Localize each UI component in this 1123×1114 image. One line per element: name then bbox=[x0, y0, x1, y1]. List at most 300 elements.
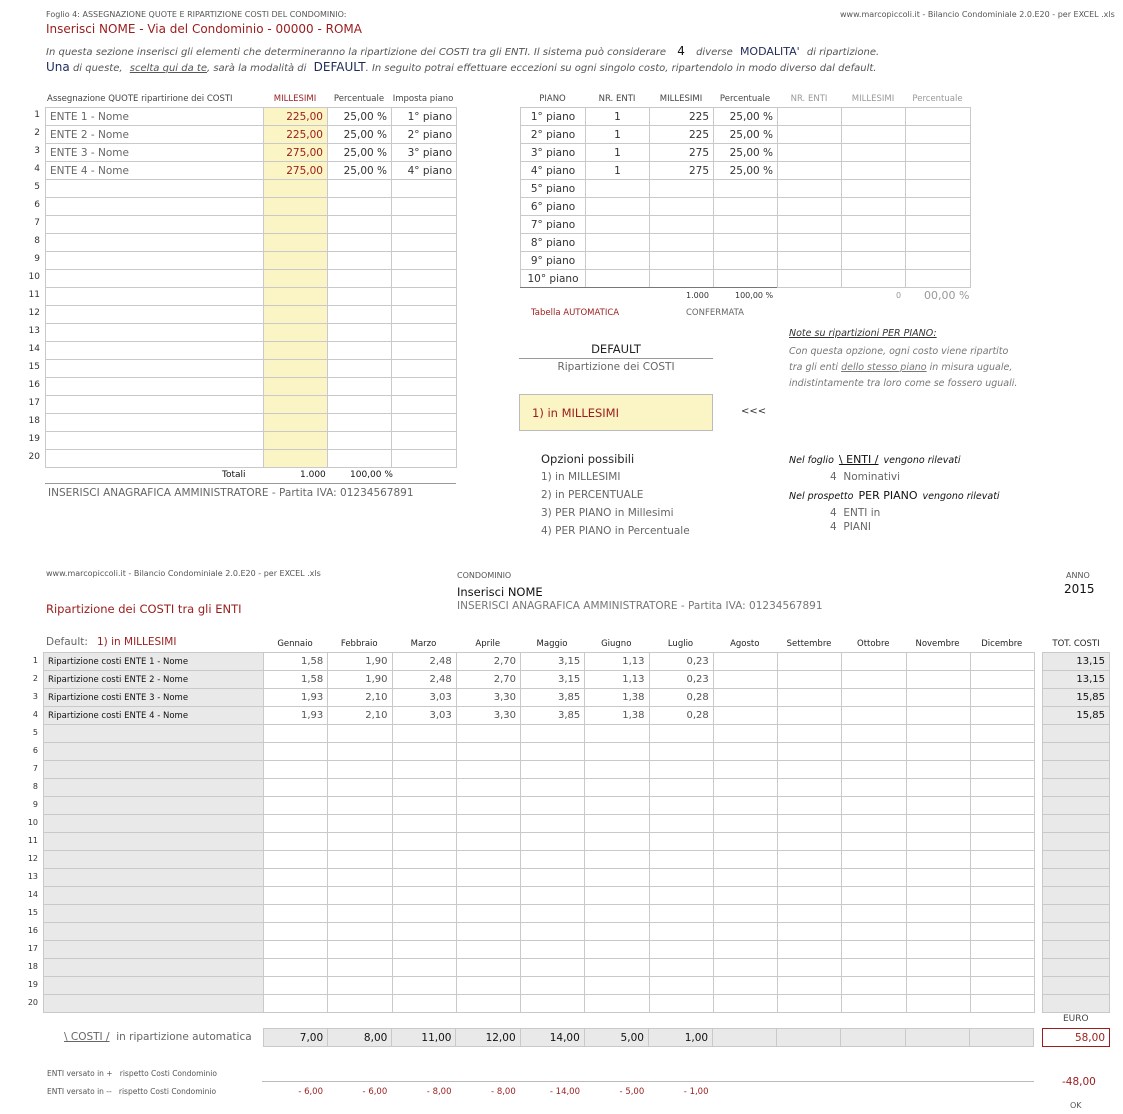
piano-cell[interactable]: 3° piano bbox=[392, 144, 457, 162]
month-value-cell bbox=[778, 761, 842, 779]
month-header: Maggio bbox=[536, 639, 568, 649]
tot-row bbox=[1043, 797, 1110, 815]
piano-extra-cell bbox=[842, 144, 906, 162]
piano-cell[interactable] bbox=[392, 216, 457, 234]
piano-percentuale bbox=[714, 198, 778, 216]
month-value-cell: 1,13 bbox=[585, 653, 649, 671]
piano-millesimi: 225 bbox=[650, 108, 714, 126]
piano-cell[interactable] bbox=[392, 324, 457, 342]
piano-row bbox=[521, 180, 971, 198]
piani-count: 4 PIANI bbox=[830, 521, 871, 533]
piano-millesimi bbox=[650, 252, 714, 270]
month-value-cell bbox=[328, 887, 392, 905]
month-value-cell bbox=[264, 743, 328, 761]
month-value-cell bbox=[585, 761, 649, 779]
ente-name-cell[interactable] bbox=[46, 396, 264, 414]
month-value-cell: 3,85 bbox=[521, 689, 585, 707]
piano-extra-cell bbox=[906, 108, 971, 126]
piano-millesimi bbox=[650, 270, 714, 288]
month-value-cell bbox=[264, 815, 328, 833]
piano-extra-cell bbox=[778, 270, 842, 288]
month-value-cell bbox=[906, 995, 970, 1013]
ente-name-cell[interactable] bbox=[46, 288, 264, 306]
ente-name-cell[interactable] bbox=[46, 252, 264, 270]
piano-label: 3° piano bbox=[521, 144, 586, 162]
piano-cell[interactable] bbox=[392, 360, 457, 378]
month-value-cell bbox=[585, 869, 649, 887]
versato-total: -48,00 bbox=[1062, 1076, 1096, 1088]
millesimi-cell[interactable]: 275,00 bbox=[264, 144, 328, 162]
month-header: Febbraio bbox=[340, 639, 378, 649]
month-value-cell bbox=[778, 995, 842, 1013]
month-value-cell bbox=[970, 941, 1034, 959]
piano-extra-cell bbox=[906, 270, 971, 288]
ente-name-cell[interactable]: ENTE 3 - Nome bbox=[46, 144, 264, 162]
month-value-cell: 2,10 bbox=[328, 707, 392, 725]
millesimi-cell[interactable] bbox=[264, 360, 328, 378]
ente-name-cell[interactable] bbox=[46, 324, 264, 342]
month-value-cell bbox=[713, 761, 777, 779]
millesimi-cell[interactable] bbox=[264, 306, 328, 324]
piano-row bbox=[521, 216, 971, 234]
millesimi-cell[interactable] bbox=[264, 198, 328, 216]
month-value-cell bbox=[328, 743, 392, 761]
versato-divider bbox=[262, 1081, 1034, 1082]
percentuale-cell[interactable] bbox=[328, 378, 392, 396]
percentuale-cell[interactable]: 25,00 % bbox=[328, 126, 392, 144]
millesimi-cell[interactable]: 225,00 bbox=[264, 108, 328, 126]
month-value-cell bbox=[456, 923, 520, 941]
piano-extra-cell bbox=[778, 108, 842, 126]
month-value-cell: 3,30 bbox=[456, 707, 520, 725]
notes-title: Note su ripartizioni PER PIANO: bbox=[789, 328, 937, 339]
piano-cell[interactable] bbox=[392, 234, 457, 252]
millesimi-cell[interactable] bbox=[264, 216, 328, 234]
month-value-cell bbox=[328, 725, 392, 743]
ente-name-cell[interactable] bbox=[46, 342, 264, 360]
row-number: 3 bbox=[32, 692, 38, 701]
piano-cell[interactable] bbox=[392, 432, 457, 450]
month-value-cell bbox=[456, 761, 520, 779]
ripartizione-label bbox=[44, 743, 264, 761]
percentuale-cell[interactable] bbox=[328, 360, 392, 378]
costi-label: \ COSTI / in ripartizione automatica bbox=[64, 1031, 252, 1043]
month-value-cell bbox=[328, 923, 392, 941]
month-value-cell bbox=[521, 851, 585, 869]
row-number: 4 bbox=[32, 710, 38, 719]
row-number: 1 bbox=[34, 110, 40, 120]
quote-row bbox=[46, 234, 457, 252]
ripartizione-row bbox=[44, 725, 1035, 743]
tot-row bbox=[1043, 671, 1110, 689]
month-value-cell bbox=[649, 797, 713, 815]
millesimi-cell[interactable] bbox=[264, 252, 328, 270]
month-value-cell bbox=[328, 851, 392, 869]
ente-name-cell[interactable] bbox=[46, 198, 264, 216]
quote-row bbox=[46, 414, 457, 432]
row-number: 2 bbox=[32, 674, 38, 683]
millesimi-cell[interactable] bbox=[264, 180, 328, 198]
piano-nr-enti bbox=[586, 180, 650, 198]
versato-minus-value: - 1,00 bbox=[683, 1087, 709, 1097]
ripartizione-row bbox=[44, 959, 1035, 977]
month-value-cell bbox=[649, 833, 713, 851]
month-value-cell: 3,30 bbox=[456, 689, 520, 707]
ripartizione-label: Ripartizione costi ENTE 4 - Nome bbox=[44, 707, 264, 725]
month-value-cell bbox=[778, 959, 842, 977]
row-number: 13 bbox=[28, 326, 40, 336]
versato-minus-value: - 5,00 bbox=[619, 1087, 645, 1097]
month-value-cell bbox=[649, 815, 713, 833]
row-number: 16 bbox=[27, 926, 38, 935]
ente-name-cell[interactable] bbox=[46, 378, 264, 396]
ripartizione-row bbox=[44, 779, 1035, 797]
month-value-cell bbox=[970, 761, 1034, 779]
quote-header-millesimi: MILLESIMI bbox=[273, 94, 317, 104]
option-item: 3) PER PIANO in Millesimi bbox=[541, 507, 674, 519]
month-value-cell bbox=[970, 689, 1034, 707]
millesimi-cell[interactable] bbox=[264, 450, 328, 468]
month-value-cell bbox=[585, 815, 649, 833]
quote-row bbox=[46, 126, 457, 144]
month-value-cell bbox=[521, 995, 585, 1013]
piano-label: 5° piano bbox=[521, 180, 586, 198]
month-value-cell bbox=[328, 779, 392, 797]
piano-cell[interactable] bbox=[392, 180, 457, 198]
piano-millesimi bbox=[650, 234, 714, 252]
percentuale-cell[interactable] bbox=[328, 396, 392, 414]
piano-total2-nr: 0 bbox=[896, 291, 902, 300]
piano-header: Percentuale bbox=[719, 94, 771, 104]
month-value-cell bbox=[585, 833, 649, 851]
quote-row bbox=[46, 270, 457, 288]
piano-total-perc: 100,00 % bbox=[735, 291, 774, 300]
percentuale-cell[interactable] bbox=[328, 324, 392, 342]
ente-name-cell[interactable] bbox=[46, 270, 264, 288]
month-value-cell bbox=[778, 707, 842, 725]
percentuale-cell[interactable] bbox=[328, 414, 392, 432]
millesimi-cell[interactable] bbox=[264, 414, 328, 432]
default-select[interactable]: 1) in MILLESIMI bbox=[519, 394, 713, 431]
month-value-cell bbox=[906, 671, 970, 689]
ripartizione-row bbox=[44, 815, 1035, 833]
percentuale-cell[interactable] bbox=[328, 270, 392, 288]
piano-cell[interactable] bbox=[392, 306, 457, 324]
month-value-cell bbox=[264, 725, 328, 743]
piano-total-mill: 1.000 bbox=[686, 291, 709, 300]
month-value-cell bbox=[264, 887, 328, 905]
percentuale-cell[interactable]: 25,00 % bbox=[328, 162, 392, 180]
quote-row bbox=[46, 108, 457, 126]
ente-name-cell[interactable]: ENTE 4 - Nome bbox=[46, 162, 264, 180]
month-value-cell bbox=[713, 725, 777, 743]
month-value-cell bbox=[778, 689, 842, 707]
month-value-cell bbox=[778, 941, 842, 959]
millesimi-cell[interactable] bbox=[264, 378, 328, 396]
month-value-cell bbox=[328, 977, 392, 995]
month-value-cell bbox=[906, 779, 970, 797]
row-number: 20 bbox=[28, 452, 40, 462]
month-value-cell bbox=[264, 941, 328, 959]
ente-name-cell[interactable] bbox=[46, 414, 264, 432]
quote-row bbox=[46, 198, 457, 216]
piano-extra-cell bbox=[906, 198, 971, 216]
piano-cell[interactable] bbox=[392, 342, 457, 360]
month-value-cell bbox=[649, 725, 713, 743]
percentuale-cell[interactable] bbox=[328, 252, 392, 270]
percentuale-cell[interactable] bbox=[328, 288, 392, 306]
percentuale-cell[interactable] bbox=[328, 450, 392, 468]
piano-cell[interactable] bbox=[392, 414, 457, 432]
month-value-cell bbox=[585, 995, 649, 1013]
piano-label: 10° piano bbox=[521, 270, 586, 288]
month-value-cell bbox=[328, 869, 392, 887]
costi-month-cell: 11,00 bbox=[392, 1029, 456, 1047]
piano-extra-cell bbox=[842, 162, 906, 180]
ripartizione-row bbox=[44, 977, 1035, 995]
month-value-cell bbox=[521, 797, 585, 815]
month-value-cell bbox=[906, 959, 970, 977]
row-number: 10 bbox=[27, 818, 38, 827]
row-number: 11 bbox=[28, 290, 40, 300]
month-value-cell bbox=[456, 905, 520, 923]
nominativi-count: 4 Nominativi bbox=[830, 471, 901, 483]
versato-minus-value: - 8,00 bbox=[491, 1087, 516, 1097]
ripartizione-row bbox=[44, 995, 1035, 1013]
row-number: 5 bbox=[32, 728, 38, 737]
row-number: 17 bbox=[28, 398, 40, 408]
scelta-link[interactable]: scelta qui da te bbox=[129, 63, 207, 74]
month-value-cell bbox=[970, 725, 1034, 743]
percentuale-cell[interactable] bbox=[328, 180, 392, 198]
month-value-cell bbox=[970, 869, 1034, 887]
piano-nr-enti: 1 bbox=[586, 108, 650, 126]
tot-costi-cell bbox=[1043, 779, 1110, 797]
totals-label: Totali bbox=[222, 470, 246, 480]
millesimi-cell[interactable] bbox=[264, 234, 328, 252]
quote-header-percentuale: Percentuale bbox=[333, 94, 385, 104]
ente-name-cell[interactable] bbox=[46, 180, 264, 198]
piano-cell[interactable] bbox=[392, 198, 457, 216]
month-value-cell bbox=[456, 977, 520, 995]
percentuale-cell[interactable]: 25,00 % bbox=[328, 144, 392, 162]
piano-cell[interactable] bbox=[392, 288, 457, 306]
piano-nr-enti bbox=[586, 198, 650, 216]
confermata: CONFERMATA bbox=[686, 308, 744, 318]
month-value-cell bbox=[906, 653, 970, 671]
month-value-cell bbox=[456, 995, 520, 1013]
piano-cell[interactable]: 2° piano bbox=[392, 126, 457, 144]
month-value-cell bbox=[585, 743, 649, 761]
piano-label: 8° piano bbox=[521, 234, 586, 252]
month-value-cell bbox=[778, 905, 842, 923]
month-value-cell bbox=[713, 671, 777, 689]
ente-name-cell[interactable] bbox=[46, 360, 264, 378]
piano-nr-enti bbox=[586, 270, 650, 288]
month-value-cell bbox=[328, 905, 392, 923]
piano-label: 1° piano bbox=[521, 108, 586, 126]
millesimi-cell[interactable]: 275,00 bbox=[264, 162, 328, 180]
option-item: 1) in MILLESIMI bbox=[541, 471, 621, 483]
millesimi-cell[interactable] bbox=[264, 270, 328, 288]
tot-row bbox=[1043, 887, 1110, 905]
month-value-cell bbox=[970, 743, 1034, 761]
ripartizione-label bbox=[44, 833, 264, 851]
tot-costi-header: TOT. COSTI bbox=[1052, 639, 1100, 649]
percentuale-cell[interactable] bbox=[328, 432, 392, 450]
row-number: 1 bbox=[32, 656, 38, 665]
month-value-cell bbox=[264, 995, 328, 1013]
ripartizione-label bbox=[44, 905, 264, 923]
row-number: 20 bbox=[27, 998, 38, 1007]
percentuale-cell[interactable]: 25,00 % bbox=[328, 108, 392, 126]
month-value-cell bbox=[585, 923, 649, 941]
option-item: 2) in PERCENTUALE bbox=[541, 489, 644, 501]
month-value-cell bbox=[970, 779, 1034, 797]
month-value-cell bbox=[778, 797, 842, 815]
month-value-cell bbox=[649, 851, 713, 869]
month-value-cell bbox=[970, 959, 1034, 977]
month-value-cell bbox=[392, 797, 456, 815]
ente-name-cell[interactable]: ENTE 1 - Nome bbox=[46, 108, 264, 126]
ripartizione-row bbox=[44, 707, 1035, 725]
ente-name-cell[interactable] bbox=[46, 216, 264, 234]
quote-row bbox=[46, 144, 457, 162]
month-value-cell bbox=[264, 977, 328, 995]
tot-row bbox=[1043, 653, 1110, 671]
ente-name-cell[interactable] bbox=[46, 234, 264, 252]
month-header: Novembre bbox=[915, 639, 960, 649]
ripartizione-label bbox=[44, 977, 264, 995]
month-value-cell bbox=[392, 977, 456, 995]
piano-millesimi bbox=[650, 180, 714, 198]
default-arrow: <<< bbox=[741, 406, 767, 417]
ente-name-cell[interactable] bbox=[46, 450, 264, 468]
costi-month-cell: 5,00 bbox=[584, 1029, 648, 1047]
piano-extra-cell bbox=[906, 162, 971, 180]
ripartizione-label bbox=[44, 869, 264, 887]
tot-row bbox=[1043, 995, 1110, 1013]
ente-name-cell[interactable] bbox=[46, 432, 264, 450]
month-value-cell: 2,70 bbox=[456, 653, 520, 671]
piano-total2-perc: 00,00 % bbox=[924, 289, 970, 302]
row-number: 10 bbox=[28, 272, 40, 282]
month-value-cell bbox=[264, 905, 328, 923]
month-value-cell bbox=[264, 797, 328, 815]
ripartizione-table bbox=[43, 652, 1035, 1013]
admin-info: INSERISCI ANAGRAFICA AMMINISTRATORE - Partita IVA: 01234567891 bbox=[48, 487, 414, 499]
piano-cell[interactable]: 1° piano bbox=[392, 108, 457, 126]
piano-label: 6° piano bbox=[521, 198, 586, 216]
quote-row bbox=[46, 342, 457, 360]
millesimi-cell[interactable]: 225,00 bbox=[264, 126, 328, 144]
piano-cell[interactable] bbox=[392, 396, 457, 414]
site-credit: www.marcopiccoli.it - Bilancio Condominiale 2.0.E20 - per EXCEL .xls bbox=[840, 10, 1115, 19]
ripartizione-row bbox=[44, 941, 1035, 959]
month-value-cell bbox=[649, 743, 713, 761]
month-value-cell bbox=[778, 887, 842, 905]
month-value-cell bbox=[264, 779, 328, 797]
month-value-cell bbox=[649, 923, 713, 941]
piano-extra-cell bbox=[906, 216, 971, 234]
month-value-cell bbox=[456, 869, 520, 887]
month-value-cell bbox=[521, 815, 585, 833]
month-value-cell bbox=[521, 959, 585, 977]
row-number: 2 bbox=[34, 128, 40, 138]
month-value-cell bbox=[649, 869, 713, 887]
month-value-cell bbox=[649, 905, 713, 923]
month-value-cell bbox=[842, 977, 906, 995]
percentuale-cell[interactable] bbox=[328, 198, 392, 216]
month-value-cell bbox=[970, 923, 1034, 941]
month-value-cell bbox=[906, 887, 970, 905]
piano-cell[interactable] bbox=[392, 378, 457, 396]
month-value-cell bbox=[328, 959, 392, 977]
tot-costi-cell bbox=[1043, 725, 1110, 743]
tabella-automatica: Tabella AUTOMATICA bbox=[531, 308, 620, 318]
piano-cell[interactable] bbox=[392, 450, 457, 468]
month-value-cell bbox=[906, 905, 970, 923]
month-value-cell bbox=[585, 779, 649, 797]
quote-row bbox=[46, 360, 457, 378]
month-value-cell: 2,48 bbox=[392, 653, 456, 671]
month-value-cell bbox=[521, 869, 585, 887]
piano-cell[interactable]: 4° piano bbox=[392, 162, 457, 180]
tot-costi-cell bbox=[1043, 743, 1110, 761]
piano-percentuale bbox=[714, 180, 778, 198]
month-value-cell: 1,90 bbox=[328, 653, 392, 671]
totals-millesimi: 1.000 bbox=[300, 470, 326, 480]
millesimi-cell[interactable] bbox=[264, 288, 328, 306]
millesimi-cell[interactable] bbox=[264, 324, 328, 342]
row-number: 6 bbox=[32, 746, 38, 755]
condo-name: Inserisci NOME - Via del Condominio - 00000 - ROMA bbox=[46, 22, 362, 36]
tot-row bbox=[1043, 725, 1110, 743]
costi-month-cell: 8,00 bbox=[328, 1029, 392, 1047]
quote-row bbox=[46, 450, 457, 468]
piano-percentuale: 25,00 % bbox=[714, 126, 778, 144]
costi-month-cell bbox=[841, 1029, 905, 1047]
month-value-cell bbox=[328, 815, 392, 833]
tot-costi-cell bbox=[1043, 887, 1110, 905]
percentuale-cell[interactable] bbox=[328, 306, 392, 324]
tot-costi-cell bbox=[1043, 959, 1110, 977]
ripartizione-row bbox=[44, 653, 1035, 671]
month-header: Agosto bbox=[730, 639, 760, 649]
piano-percentuale: 25,00 % bbox=[714, 108, 778, 126]
percentuale-cell[interactable] bbox=[328, 342, 392, 360]
month-value-cell bbox=[778, 977, 842, 995]
tot-costi-cell bbox=[1043, 815, 1110, 833]
millesimi-cell[interactable] bbox=[264, 396, 328, 414]
millesimi-cell[interactable] bbox=[264, 432, 328, 450]
tot-row bbox=[1043, 689, 1110, 707]
piano-extra-cell bbox=[842, 198, 906, 216]
month-value-cell bbox=[778, 869, 842, 887]
percentuale-cell[interactable] bbox=[328, 234, 392, 252]
ente-name-cell[interactable] bbox=[46, 306, 264, 324]
millesimi-cell[interactable] bbox=[264, 342, 328, 360]
month-value-cell bbox=[456, 941, 520, 959]
piano-cell[interactable] bbox=[392, 252, 457, 270]
piano-cell[interactable] bbox=[392, 270, 457, 288]
month-value-cell bbox=[970, 995, 1034, 1013]
percentuale-cell[interactable] bbox=[328, 216, 392, 234]
piano-extra-cell bbox=[778, 198, 842, 216]
ente-name-cell[interactable]: ENTE 2 - Nome bbox=[46, 126, 264, 144]
month-value-cell bbox=[842, 995, 906, 1013]
month-value-cell bbox=[778, 653, 842, 671]
